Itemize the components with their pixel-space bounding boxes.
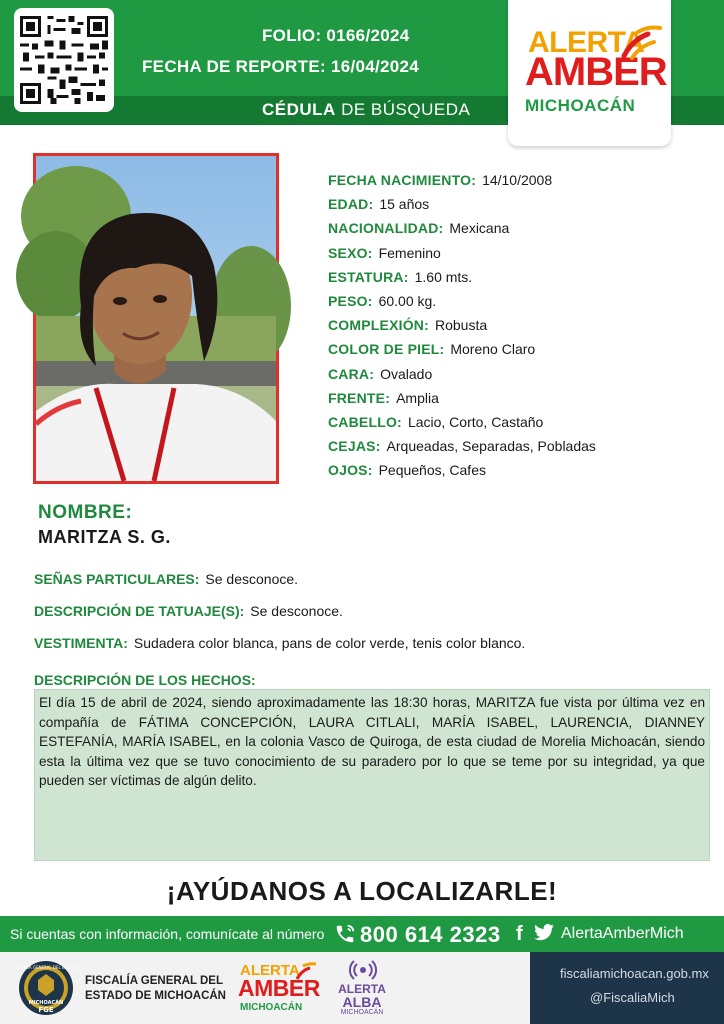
qr-code[interactable] (14, 8, 114, 112)
alba-signal-icon (352, 958, 374, 982)
distinguishing-marks (34, 571, 298, 587)
alba-alba: ALBA (342, 994, 382, 1010)
detail-value: Lacio, Corto, Castaño (407, 413, 544, 430)
detail-label: PESO: (328, 292, 373, 309)
detail-value: 14/10/2008 (482, 172, 553, 188)
detail-row (328, 462, 596, 486)
signal-waves-icon (618, 22, 664, 62)
detail-row (328, 293, 596, 317)
detail-label: OJOS: (328, 462, 373, 479)
detail-value: Ovalado (380, 365, 433, 382)
tattoo-value: Se desconoce. (250, 603, 343, 619)
report-date: FECHA DE REPORTE: 16/04/2024 (142, 57, 420, 76)
fge-seal-icon (13, 960, 79, 1016)
contact-bar (0, 916, 724, 952)
detail-row (328, 196, 596, 220)
hotline-number[interactable]: 800 614 2323 (360, 922, 501, 947)
events-description: El día 15 de abril de 2024, siendo aproximadamente las 18:30 horas, MARITZA fue vista por última vez en compañía de FÁTIMA CONCEPCIÓN, LAURA CITLALI, MARÍA ISABEL, LAURENCIA, DIANNEY ESTEFANÍA, MARÍA ISABEL, en la colonia Vasco de Quiroga, de esta ciudad de Morelia Michoacán, siendo esta la última vez que se tuvo conocimiento de su paradero por lo que se teme por su integridad, ya que pueden ser víctimas de algún delito. (34, 689, 710, 861)
detail-row (328, 390, 596, 414)
header (0, 0, 724, 125)
detail-label: SEXO: (328, 244, 373, 261)
detail-label: NACIONALIDAD: (328, 220, 444, 237)
contact-links-panel (530, 952, 724, 1024)
detail-label: FRENTE: (328, 389, 391, 406)
detail-label: CEJAS: (328, 438, 381, 455)
fge-seal-abbr: FGE (38, 1006, 54, 1014)
detail-label: CABELLO: (328, 413, 402, 430)
detail-value: Amplia (396, 389, 439, 406)
distinguishing-marks-label: SEÑAS PARTICULARES: (34, 571, 200, 587)
document-title-bold: CÉDULA (262, 100, 336, 119)
social-handle[interactable]: AlertaAmberMich (561, 925, 684, 942)
facebook-icon[interactable]: f (516, 923, 523, 945)
detail-value: 15 años (379, 196, 430, 213)
detail-label: FECHA NACIMIENTO: (328, 172, 477, 188)
twitter-link[interactable]: @FiscaliaMich (590, 990, 675, 1005)
folio-number: FOLIO: 0166/2024 (262, 26, 410, 45)
alba-alerta: ALERTA (338, 982, 386, 996)
detail-row (328, 366, 596, 390)
detail-label: EDAD: (328, 196, 374, 213)
detail-row (328, 341, 596, 365)
detail-label: CARA: (328, 365, 375, 382)
phone-icon (334, 923, 356, 945)
alba-michoacan: MICHOACÁN (340, 1009, 384, 1016)
website-link[interactable]: fiscaliamichoacan.gob.mx (560, 966, 709, 981)
twitter-icon[interactable] (533, 924, 555, 942)
physical-description-list (328, 172, 596, 486)
detail-value: 60.00 kg. (378, 292, 437, 309)
alerta-alba-logo (332, 958, 392, 1016)
detail-value: Femenino (378, 244, 441, 261)
logo-michoacan: MICHOACÁN (525, 96, 636, 115)
document-title-rest: DE BÚSQUEDA (335, 100, 471, 119)
detail-value: 1.60 mts. (414, 268, 473, 285)
logo-alerta: ALERTA (528, 26, 645, 59)
alerta-amber-logo (508, 0, 671, 146)
qr-code-icon (20, 14, 108, 106)
logo-amber: AMBER (525, 50, 667, 94)
detail-value: Mexicana (449, 220, 510, 237)
distinguishing-marks-value: Se desconoce. (205, 571, 299, 587)
detail-label: ESTATURA: (328, 268, 409, 285)
detail-value: Arqueadas, Separadas, Pobladas (386, 438, 596, 455)
detail-row (328, 172, 596, 196)
clothing-value: Sudadera color blanca, pans de color verde, tenis color blanco. (133, 635, 526, 651)
small-amber-michoacan: MICHOACÁN (240, 1002, 303, 1013)
fge-seal-top: FISCALÍA GENERAL DEL ESTADO (13, 965, 79, 970)
clothing-description (34, 635, 525, 651)
name-label: NOMBRE: (38, 502, 133, 523)
footer-logos (0, 952, 724, 1024)
portrait-illustration (36, 156, 276, 481)
fge-name-line1: FISCALÍA GENERAL DEL (85, 975, 224, 987)
call-to-action: ¡AYÚDANOS A LOCALIZARLE! (166, 876, 558, 906)
detail-value: Pequeños, Cafes (378, 462, 486, 479)
detail-row (328, 414, 596, 438)
events-label: DESCRIPCIÓN DE LOS HECHOS: (34, 672, 256, 688)
tattoo-description (34, 603, 343, 619)
clothing-label: VESTIMENTA: (34, 635, 128, 651)
detail-row (328, 317, 596, 341)
detail-row (328, 245, 596, 269)
detail-label: COLOR DE PIEL: (328, 341, 445, 358)
detail-row (328, 220, 596, 244)
document-title (262, 100, 470, 120)
detail-row (328, 269, 596, 293)
fge-name (85, 974, 226, 1004)
person-name: MARITZA S. G. (38, 527, 171, 547)
detail-label: COMPLEXIÓN: (328, 317, 429, 334)
small-amber-alerta: ALERTA (240, 962, 300, 979)
detail-value: Robusta (434, 317, 488, 334)
fge-name-line2: ESTADO DE MICHOACÁN (85, 990, 226, 1002)
detail-row (328, 438, 596, 462)
detail-value: Moreno Claro (450, 341, 536, 358)
contact-info-text: Si cuentas con información, comunícate al número (10, 926, 325, 942)
missing-person-photo (33, 153, 279, 484)
small-signal-icon (294, 962, 318, 982)
tattoo-label: DESCRIPCIÓN DE TATUAJE(S): (34, 603, 245, 619)
small-amber-amber: AMBER (238, 975, 320, 1001)
fge-seal-state: MICHOACÁN (28, 1000, 64, 1006)
